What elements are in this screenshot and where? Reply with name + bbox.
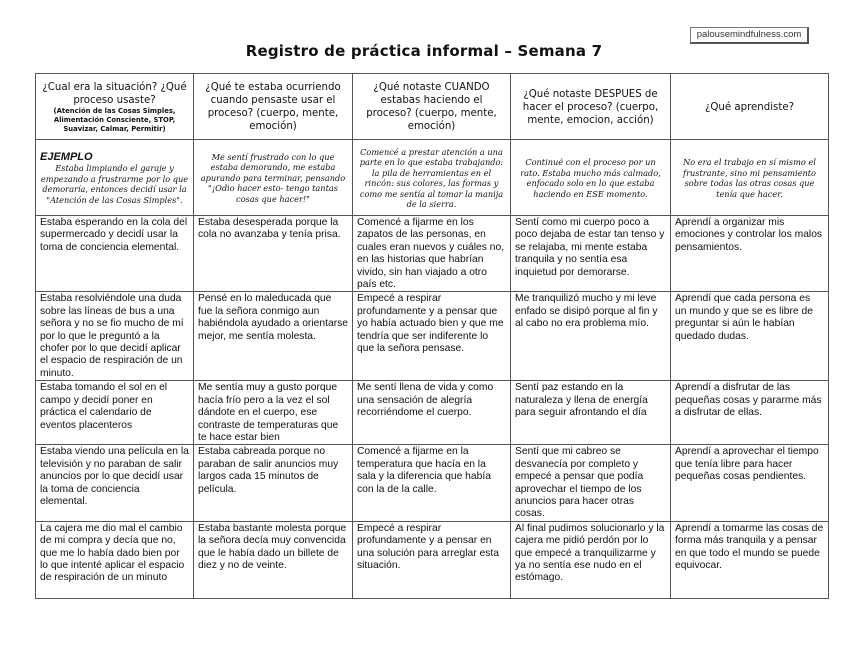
table-cell: Aprendí a aprovechar el tiempo que tenía libre para hacer pequeñas cosas pendientes. bbox=[671, 445, 829, 521]
table-cell: Me sentí llena de vida y como una sensación de alegría recorriéndome el cuerpo. bbox=[353, 381, 511, 445]
table-cell: Aprendí a organizar mis emociones y controlar los malos pensamientos. bbox=[671, 216, 829, 292]
header-main: ¿Qué notaste CUANDO estabas haciendo el proceso? (cuerpo, mente, emoción) bbox=[366, 82, 497, 132]
table-cell: Sentí como mi cuerpo poco a poco dejaba de estar tan tenso y se relajaba, mi mente estaba tranquila y no sentía esa inquietud por demorarse. bbox=[511, 216, 671, 292]
example-cell bbox=[36, 140, 194, 216]
example-cell: Me sentí frustrado con lo que estaba demorando, me estaba apurando para terminar, pensando "¡Odio hacer esto- tengo tantas cosas que hacer!" bbox=[194, 140, 353, 216]
table-cell: Empecé a respirar profundamente y a pensar en una solución para arreglar esta situación. bbox=[353, 521, 511, 598]
table-cell: Me tranquilizó mucho y mi leve enfado se disipó porque al fin y al cabo no era problema mío. bbox=[511, 292, 671, 381]
example-row bbox=[36, 140, 829, 216]
table-cell: Estaba esperando en la cola del supermercado y decidí usar la toma de conciencia elemental. bbox=[36, 216, 194, 292]
table-cell: Me sentía muy a gusto porque hacía frío pero a la vez el sol dándote en el cuerpo, ese contraste de temperaturas que te hace estar bien bbox=[194, 381, 353, 445]
header-main: ¿Qué aprendiste? bbox=[704, 101, 795, 113]
table-row bbox=[36, 292, 829, 381]
example-cell: Continué con el proceso por un rato. Estaba mucho más calmado, enfocado solo en lo que estaba haciendo en ESE momento. bbox=[511, 140, 671, 216]
header-after bbox=[511, 74, 671, 140]
header-during bbox=[353, 74, 511, 140]
table-row bbox=[36, 216, 829, 292]
table-cell: Estaba viendo una película en la televisión y no paraban de salir anuncios por lo que decidí usar la toma de conciencia elemental. bbox=[36, 445, 194, 521]
table-cell: Estaba resolviéndole una duda sobre las líneas de bus a una señora y no se fio mucho de mí por lo que le preguntó a la chofer por lo que decidí aplicar el espacio de respiración de un minuto. bbox=[36, 292, 194, 381]
example-text: Estaba limpiando el garaje y empezando a frustrarme por lo que demoraría, entonces decidí usar la "Atención de las Cosas Simples". bbox=[40, 163, 189, 205]
table-cell: La cajera me dio mal el cambio de mi compra y decía que no, que me lo había dado bien por lo que intenté aplicar el espacio de respiración de un minuto bbox=[36, 521, 194, 598]
example-cell: No era el trabajo en sí mismo el frustrante, sino mi pensamiento sobre todas las otras cosas que tenía que hacer. bbox=[671, 140, 829, 216]
table-cell: Estaba tomando el sol en el campo y decidí poner en práctica el calendario de eventos placenteros bbox=[36, 381, 194, 445]
table-row bbox=[36, 445, 829, 521]
table-cell: Sentí que mi cabreo se desvanecía por completo y empecé a pensar que podía aprovechar el tiempo de los anuncios para hacer otras cosas. bbox=[511, 445, 671, 521]
header-main: ¿Qué notaste DESPUES de hacer el proceso? (cuerpo, mente, emocion, acción) bbox=[522, 88, 659, 126]
header-before bbox=[194, 74, 353, 140]
table-cell: Estaba desesperada porque la cola no avanzaba y tenía prisa. bbox=[194, 216, 353, 292]
practice-log-table bbox=[35, 73, 829, 599]
table-cell: Estaba bastante molesta porque la señora decía muy convencida que le había dado un billete de diez y no de veinte. bbox=[194, 521, 353, 598]
header-learned bbox=[671, 74, 829, 140]
page-title: Registro de práctica informal – Semana 7 bbox=[245, 42, 603, 60]
header-main: ¿Cual era la situación? ¿Qué proceso usaste? bbox=[42, 81, 187, 106]
site-badge: palousemindfulness.com bbox=[690, 27, 809, 44]
table-cell: Aprendí que cada persona es un mundo y que se es libre de preguntar si aún le habían quedado dudas. bbox=[671, 292, 829, 381]
header-note: (Atención de las Cosas Simples, Alimentación Consciente, STOP, Suavizar, Calmar, Permitir) bbox=[53, 106, 176, 133]
example-cell: Comencé a prestar atención a una parte en lo que estaba trabajando: la pila de herramientas en el rincón: sus colores, las formas y como me sentía al tomar la manija de la sierra. bbox=[353, 140, 511, 216]
table-cell: Empecé a respirar profundamente y a pensar que yo había actuado bien y que me tendría que ser indiferente lo que la señora pensase. bbox=[353, 292, 511, 381]
table-cell: Pensé en lo maleducada que fue la señora conmigo aun habiéndola ayudado a orientarse mejor, me sentía molesta. bbox=[194, 292, 353, 381]
header-situation bbox=[36, 74, 194, 140]
header-row bbox=[36, 74, 829, 140]
table-cell: Aprendí a disfrutar de las pequeñas cosas y pararme más a disfrutar de ellas. bbox=[671, 381, 829, 445]
example-label: EJEMPLO bbox=[40, 151, 93, 163]
table-cell: Comencé a fijarme en los zapatos de las personas, en cuales eran nuevos y cuáles no, en las historias que habrían vivido, sin han viajado a otro país etc. bbox=[353, 216, 511, 292]
table-cell: Aprendí a tomarme las cosas de forma más tranquila y a pensar en que todo el mundo se puede equivocar. bbox=[671, 521, 829, 598]
table-row bbox=[36, 521, 829, 598]
header-main: ¿Qué te estaba ocurriendo cuando pensaste usar el proceso? (cuerpo, mente, emoción) bbox=[205, 82, 341, 132]
table-cell: Al final pudimos solucionarlo y la cajera me pidió perdón por lo que empecé a tranquilizarme y ya no sentía ese nudo en el estómago. bbox=[511, 521, 671, 598]
table-cell: Estaba cabreada porque no paraban de salir anuncios muy largos cada 15 minutos de película. bbox=[194, 445, 353, 521]
table-cell: Sentí paz estando en la naturaleza y llena de energía para seguir afrontando el día bbox=[511, 381, 671, 445]
table-row bbox=[36, 381, 829, 445]
table-cell: Comencé a fijarme en la temperatura que hacía en la sala y la diferencia que había con la de la calle. bbox=[353, 445, 511, 521]
